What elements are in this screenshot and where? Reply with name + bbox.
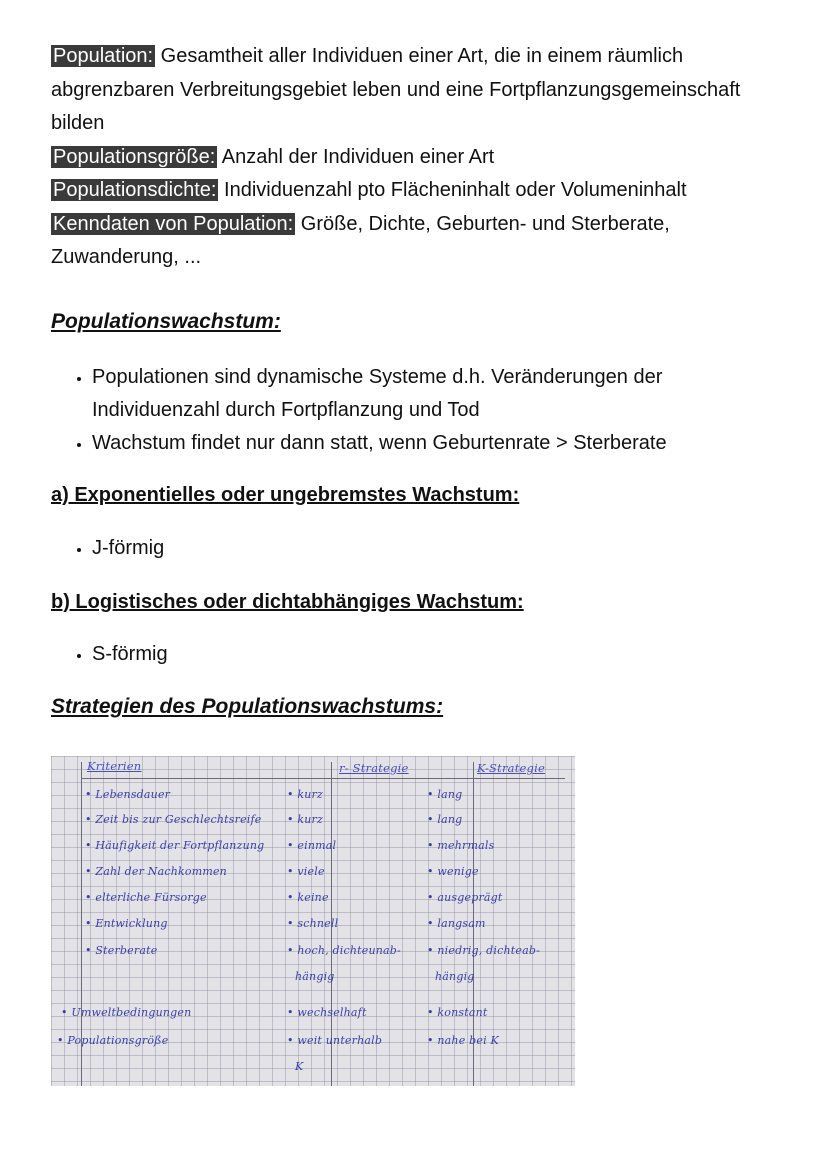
term-highlight: Kenndaten von Population: <box>53 212 294 235</box>
table-cell: • lang <box>427 813 463 826</box>
table-cell: • Umweltbedingungen <box>61 1006 192 1019</box>
table-cell: • hoch, dichteunab- <box>287 944 401 957</box>
term-highlight: Population: <box>53 45 154 67</box>
definitions-block <box>51 40 771 275</box>
table-cell: • ausgeprägt <box>427 891 503 904</box>
table-cell: • kurz <box>287 788 323 801</box>
table-cell: • mehrmals <box>427 839 495 852</box>
definition-populationsgroesse <box>51 141 771 175</box>
table-cell: hängig <box>295 970 335 983</box>
table-cell: • Entwicklung <box>85 917 168 930</box>
definition-text: Anzahl der Individuen einer Art <box>217 145 495 168</box>
growth-bullets <box>70 361 782 460</box>
definition-text: Individuenzahl pto Flächeninhalt oder Volumeninhalt <box>218 179 687 201</box>
exponential-bullets <box>70 532 782 565</box>
definition-kenndaten <box>51 208 771 275</box>
table-divider <box>81 778 565 779</box>
handwritten-table-photo <box>51 756 575 1086</box>
table-header: r- Strategie <box>339 761 409 775</box>
term-highlight: Populationsgröße: <box>53 145 216 168</box>
table-cell: • kurz <box>287 813 323 826</box>
table-cell: • Zahl der Nachkommen <box>85 865 227 878</box>
table-cell: • schnell <box>287 917 339 930</box>
list-item: • J-förmig <box>92 532 782 565</box>
table-cell: • Lebensdauer <box>85 788 171 801</box>
table-cell: K <box>295 1060 304 1073</box>
definition-population <box>51 40 771 141</box>
table-cell: • weit unterhalb <box>287 1034 383 1047</box>
term-highlight: Populationsdichte: <box>53 179 217 201</box>
logistic-bullets <box>70 638 782 671</box>
table-cell: • Häufigkeit der Fortpflanzung <box>85 839 265 852</box>
list-item: • Populationen sind dynamische Systeme d.h. Veränderungen der Individuenzahl durch Fortpflanzung und Tod <box>92 361 782 427</box>
list-item: • S-förmig <box>92 638 782 671</box>
table-cell: • einmal <box>287 839 337 852</box>
growth-heading: Populationswachstum: <box>51 310 281 333</box>
table-cell: • nahe bei K <box>427 1034 499 1047</box>
table-cell: • wechselhaft <box>287 1006 367 1019</box>
table-cell: hängig <box>435 970 475 983</box>
logistic-heading: b) Logistisches oder dichtabhängiges Wachstum: <box>51 591 524 613</box>
table-cell: • keine <box>287 891 329 904</box>
table-cell: • Populationsgröße <box>57 1034 169 1047</box>
table-cell: • langsam <box>427 917 486 930</box>
table-cell: • elterliche Fürsorge <box>85 891 207 904</box>
definition-text: Größe, Dichte, Geburten- und Sterberate, Zuwanderung, ... <box>51 212 670 268</box>
list-item: • Wachstum findet nur dann statt, wenn Geburtenrate > Sterberate <box>92 427 782 460</box>
table-cell: • viele <box>287 865 325 878</box>
table-cell: • Zeit bis zur Geschlechtsreife <box>85 813 262 826</box>
definition-populationsdichte <box>51 174 771 208</box>
table-cell: • lang <box>427 788 463 801</box>
table-cell: • wenige <box>427 865 479 878</box>
table-cell: • niedrig, dichteab- <box>427 944 541 957</box>
table-header: Kriterien <box>87 759 142 773</box>
strategies-heading: Strategien des Populationswachstums: <box>51 695 444 718</box>
table-cell: • Sterberate <box>85 944 158 957</box>
definition-text: Gesamtheit aller Individuen einer Art, die in einem räumlich abgrenzbaren Verbreitungsgebiet leben und eine Fortpflanzungsgemeinschaft bilden <box>51 45 741 134</box>
exponential-heading: a) Exponentielles oder ungebremstes Wachstum: <box>51 484 520 506</box>
table-header: K-Strategie <box>477 761 545 775</box>
table-cell: • konstant <box>427 1006 488 1019</box>
